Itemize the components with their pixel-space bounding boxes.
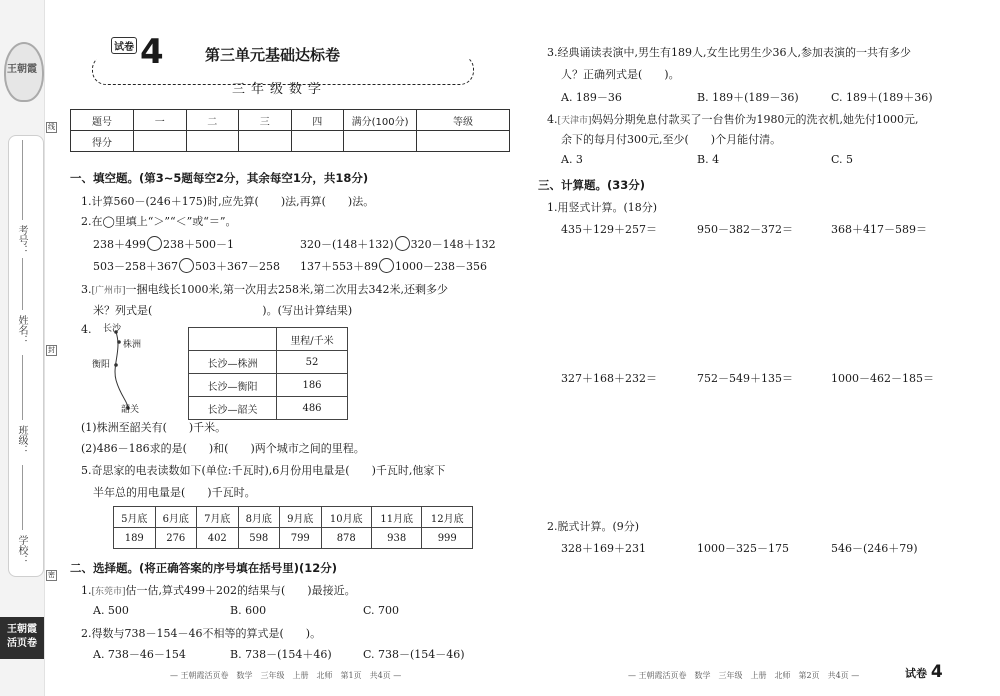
score-head-cell: 一 [134, 110, 187, 131]
map-label-changsha: 长沙 [103, 324, 122, 334]
score-head-cell: 题号 [71, 110, 134, 131]
q2-1-text [81, 582, 356, 598]
compare-circle[interactable] [395, 236, 410, 251]
score-cell[interactable] [344, 131, 417, 152]
footer-test-number: 4 [930, 662, 943, 682]
month-cell: 9月底 [280, 507, 322, 528]
q1-3-body: 一捆电线长1000米,第一次用去258米,第二次用去342米,还剩多少 [125, 283, 449, 296]
q2-4-num: 4. [547, 113, 558, 126]
score-table-score-row [71, 131, 510, 152]
name-line [22, 258, 23, 310]
q2-1-opt-b[interactable]: B. 600 [230, 604, 267, 617]
calc-item: 1000－462－185＝ [831, 372, 934, 385]
mileage-head-row [189, 328, 348, 351]
footer-test-label [905, 662, 943, 682]
score-head-cell: 满分(100分) [344, 110, 417, 131]
q2-1-num: 1. [81, 584, 92, 597]
q2-4-text-b: 余下的每月付300元,至少( )个月能付清。 [561, 133, 782, 146]
section2-title: 二、选择题。(将正确答案的序号填在括号里)(12分) [70, 561, 338, 575]
q1-1-text: 1.计算560－(246＋175)时,应先算( )法,再算( )法。 [81, 195, 375, 208]
name-label: 姓名： [16, 315, 27, 345]
exam-number-line [22, 140, 23, 220]
q1-4-num: 4. [81, 323, 92, 336]
footer-right: — 王朝霞活页卷 数学 三年级 上册 北师 第2页 共4页 — [628, 671, 860, 680]
calc-item: 546－(246＋79) [831, 542, 918, 555]
q1-2-text: 2.在◯里填上“＞”“＜”或“＝”。 [81, 215, 237, 228]
map-label-shaoguan: 韶关 [121, 405, 140, 415]
student-info-box [8, 135, 44, 577]
q2-1-opt-c[interactable]: C. 700 [363, 604, 400, 617]
q1-3-text [81, 281, 448, 297]
score-head-cell: 等级 [417, 110, 510, 131]
month-cell: 6月底 [155, 507, 197, 528]
test-number: 4 [140, 32, 164, 72]
month-cell: 8月底 [238, 507, 280, 528]
corner-brand-logo [0, 617, 44, 659]
cut-mark-line: 线 [48, 123, 55, 131]
q1-3-answer-line [93, 302, 352, 318]
month-cell: 10月底 [321, 507, 371, 528]
compare-left: 137＋553＋89 [300, 260, 378, 273]
class-label: 班级： [16, 425, 27, 455]
score-cell[interactable] [291, 131, 344, 152]
electricity-month-row [114, 507, 473, 528]
q2-1-opt-a[interactable]: A. 500 [93, 604, 129, 617]
school-label: 学校： [16, 535, 27, 565]
q2-4-city: [天津市] [557, 116, 592, 126]
exam-number-label: 考号： [16, 225, 27, 255]
q1-4-2-text: (2)486－186求的是( )和( )两个城市之间的里程。 [81, 442, 365, 455]
section1-title: 一、填空题。(第3~5题每空2分，其余每空1分，共18分) [70, 171, 369, 185]
page-subtitle: 三年级数学 [232, 82, 328, 97]
map-label-zhuzhou: 株洲 [123, 340, 142, 350]
compare-right: 1000－238－356 [395, 260, 487, 273]
q2-4-opt-c[interactable]: C. 5 [831, 153, 854, 166]
mileage-row [189, 351, 348, 374]
reading-cell: 938 [371, 528, 421, 549]
month-cell: 11月底 [371, 507, 421, 528]
page-title: 第三单元基础达标卷 [205, 46, 341, 64]
footer-test-tag: 试卷 [905, 667, 927, 680]
reading-cell: 276 [155, 528, 197, 549]
compare-row-1a [93, 236, 234, 252]
brand-badge-text: 王朝霞 [7, 64, 37, 75]
footer-left: — 王朝霞活页卷 数学 三年级 上册 北师 第1页 共4页 — [170, 671, 402, 680]
score-head-cell: 二 [186, 110, 239, 131]
q2-1-city: [东莞市] [91, 587, 126, 597]
electricity-value-row [114, 528, 473, 549]
reading-cell: 999 [422, 528, 473, 549]
q2-2-opt-b[interactable]: B. 738－(154＋46) [230, 648, 332, 661]
q1-5-text-a: 5.奇思家的电表读数如下(单位:千瓦时),6月份用电量是( )千瓦时,他家下 [81, 464, 446, 477]
score-table-header-row [71, 110, 510, 131]
map-label-hengyang: 衡阳 [92, 360, 111, 370]
compare-right: 320－148＋132 [410, 238, 496, 251]
test-tag: 试卷 [111, 37, 137, 54]
mileage-value: 486 [277, 397, 348, 420]
q2-2-text: 2.得数与738－154－46不相等的算式是( )。 [81, 627, 322, 640]
score-cell[interactable] [239, 131, 292, 152]
score-table [70, 109, 510, 152]
city-dot-hengyang [114, 363, 118, 367]
compare-row-2b [300, 258, 487, 274]
q1-3-prompt: 米？列式是( [93, 304, 153, 317]
calc-item: 368＋417－589＝ [831, 223, 927, 236]
q2-2-opt-c[interactable]: C. 738－(154－46) [363, 648, 465, 661]
calc-item: 752－549＋135＝ [697, 372, 793, 385]
score-cell[interactable] [417, 131, 510, 152]
compare-circle[interactable] [379, 258, 394, 273]
q3-1-text: 1.用竖式计算。(18分) [547, 201, 658, 214]
mileage-row [189, 374, 348, 397]
calc-item: 950－382－372＝ [697, 223, 793, 236]
compare-circle[interactable] [179, 258, 194, 273]
q2-4-text-a [547, 111, 919, 127]
reading-cell: 878 [321, 528, 371, 549]
compare-circle[interactable] [147, 236, 162, 251]
q2-3-opt-a[interactable]: A. 189－36 [561, 91, 622, 104]
calc-item: 435＋129＋257＝ [561, 223, 657, 236]
q2-1-body: 估一估,算式499＋202的结果与( )最接近。 [125, 584, 356, 597]
compare-right: 238＋500－1 [163, 238, 234, 251]
q1-3-city: [广州市] [91, 286, 126, 296]
city-dot-zhuzhou [117, 340, 121, 344]
compare-left: 503－258＋367 [93, 260, 178, 273]
reading-cell: 598 [238, 528, 280, 549]
electricity-table [113, 506, 473, 549]
section3-title: 三、计算题。(33分) [538, 178, 646, 192]
q2-4-opt-b[interactable]: B. 4 [697, 153, 720, 166]
mileage-route: 长沙—衡阳 [189, 374, 277, 397]
compare-right: 503＋367－258 [195, 260, 280, 273]
reading-cell: 189 [114, 528, 156, 549]
mileage-route: 长沙—株洲 [189, 351, 277, 374]
school-line [22, 465, 23, 530]
mileage-table [188, 327, 348, 420]
reading-cell: 402 [197, 528, 239, 549]
calc-item: 1000－325－175 [697, 542, 789, 555]
q3-2-text: 2.脱式计算。(9分) [547, 520, 640, 533]
month-cell: 7月底 [197, 507, 239, 528]
q2-3-text-a: 3.经典诵读表演中,男生有189人,女生比男生少36人,参加表演的一共有多少 [547, 46, 911, 59]
compare-left: 238＋499 [93, 238, 146, 251]
q2-4-body: 妈妈分期免息付款买了一台售价为1980元的洗衣机,她先付1000元, [591, 113, 919, 126]
score-head-cell: 四 [291, 110, 344, 131]
cut-mark-seal: 封 [48, 346, 55, 354]
cut-mark-secret: 密 [48, 571, 55, 579]
mileage-value: 52 [277, 351, 348, 374]
q2-2-opt-a[interactable]: A. 738－46－154 [93, 648, 186, 661]
compare-left: 320－(148＋132) [300, 238, 394, 251]
score-head-cell: 三 [239, 110, 292, 131]
q2-3-opt-b[interactable]: B. 189＋(189－36) [697, 91, 799, 104]
score-cell[interactable] [134, 131, 187, 152]
calc-item: 328＋169＋231 [561, 542, 646, 555]
binding-strip [0, 0, 45, 696]
mileage-route: 长沙—韶关 [189, 397, 277, 420]
class-line [22, 355, 23, 420]
month-cell: 5月底 [114, 507, 156, 528]
corner-brand-line1: 王朝霞 [7, 624, 37, 635]
corner-brand-line2: 活页卷 [7, 638, 37, 649]
score-row-label: 得分 [71, 131, 134, 152]
q1-5-text-b: 半年总的用电量是( )千瓦时。 [93, 486, 256, 499]
mileage-head-label: 里程/千米 [277, 328, 348, 351]
calc-item: 327＋168＋232＝ [561, 372, 657, 385]
compare-row-2a [93, 258, 280, 274]
mileage-row [189, 397, 348, 420]
mileage-head-empty [189, 328, 277, 351]
score-cell[interactable] [186, 131, 239, 152]
q2-3-opt-c[interactable]: C. 189＋(189＋36) [831, 91, 933, 104]
q2-3-text-b: 人？正确列式是( )。 [561, 68, 680, 81]
q1-3-num: 3. [81, 283, 92, 296]
q1-3-hint: )。(写出计算结果) [262, 304, 353, 317]
compare-row-1b [300, 236, 496, 252]
reading-cell: 799 [280, 528, 322, 549]
q1-4-1-text: (1)株洲至韶关有( )千米。 [81, 421, 227, 434]
q2-4-opt-a[interactable]: A. 3 [561, 153, 583, 166]
month-cell: 12月底 [422, 507, 473, 528]
mileage-value: 186 [277, 374, 348, 397]
